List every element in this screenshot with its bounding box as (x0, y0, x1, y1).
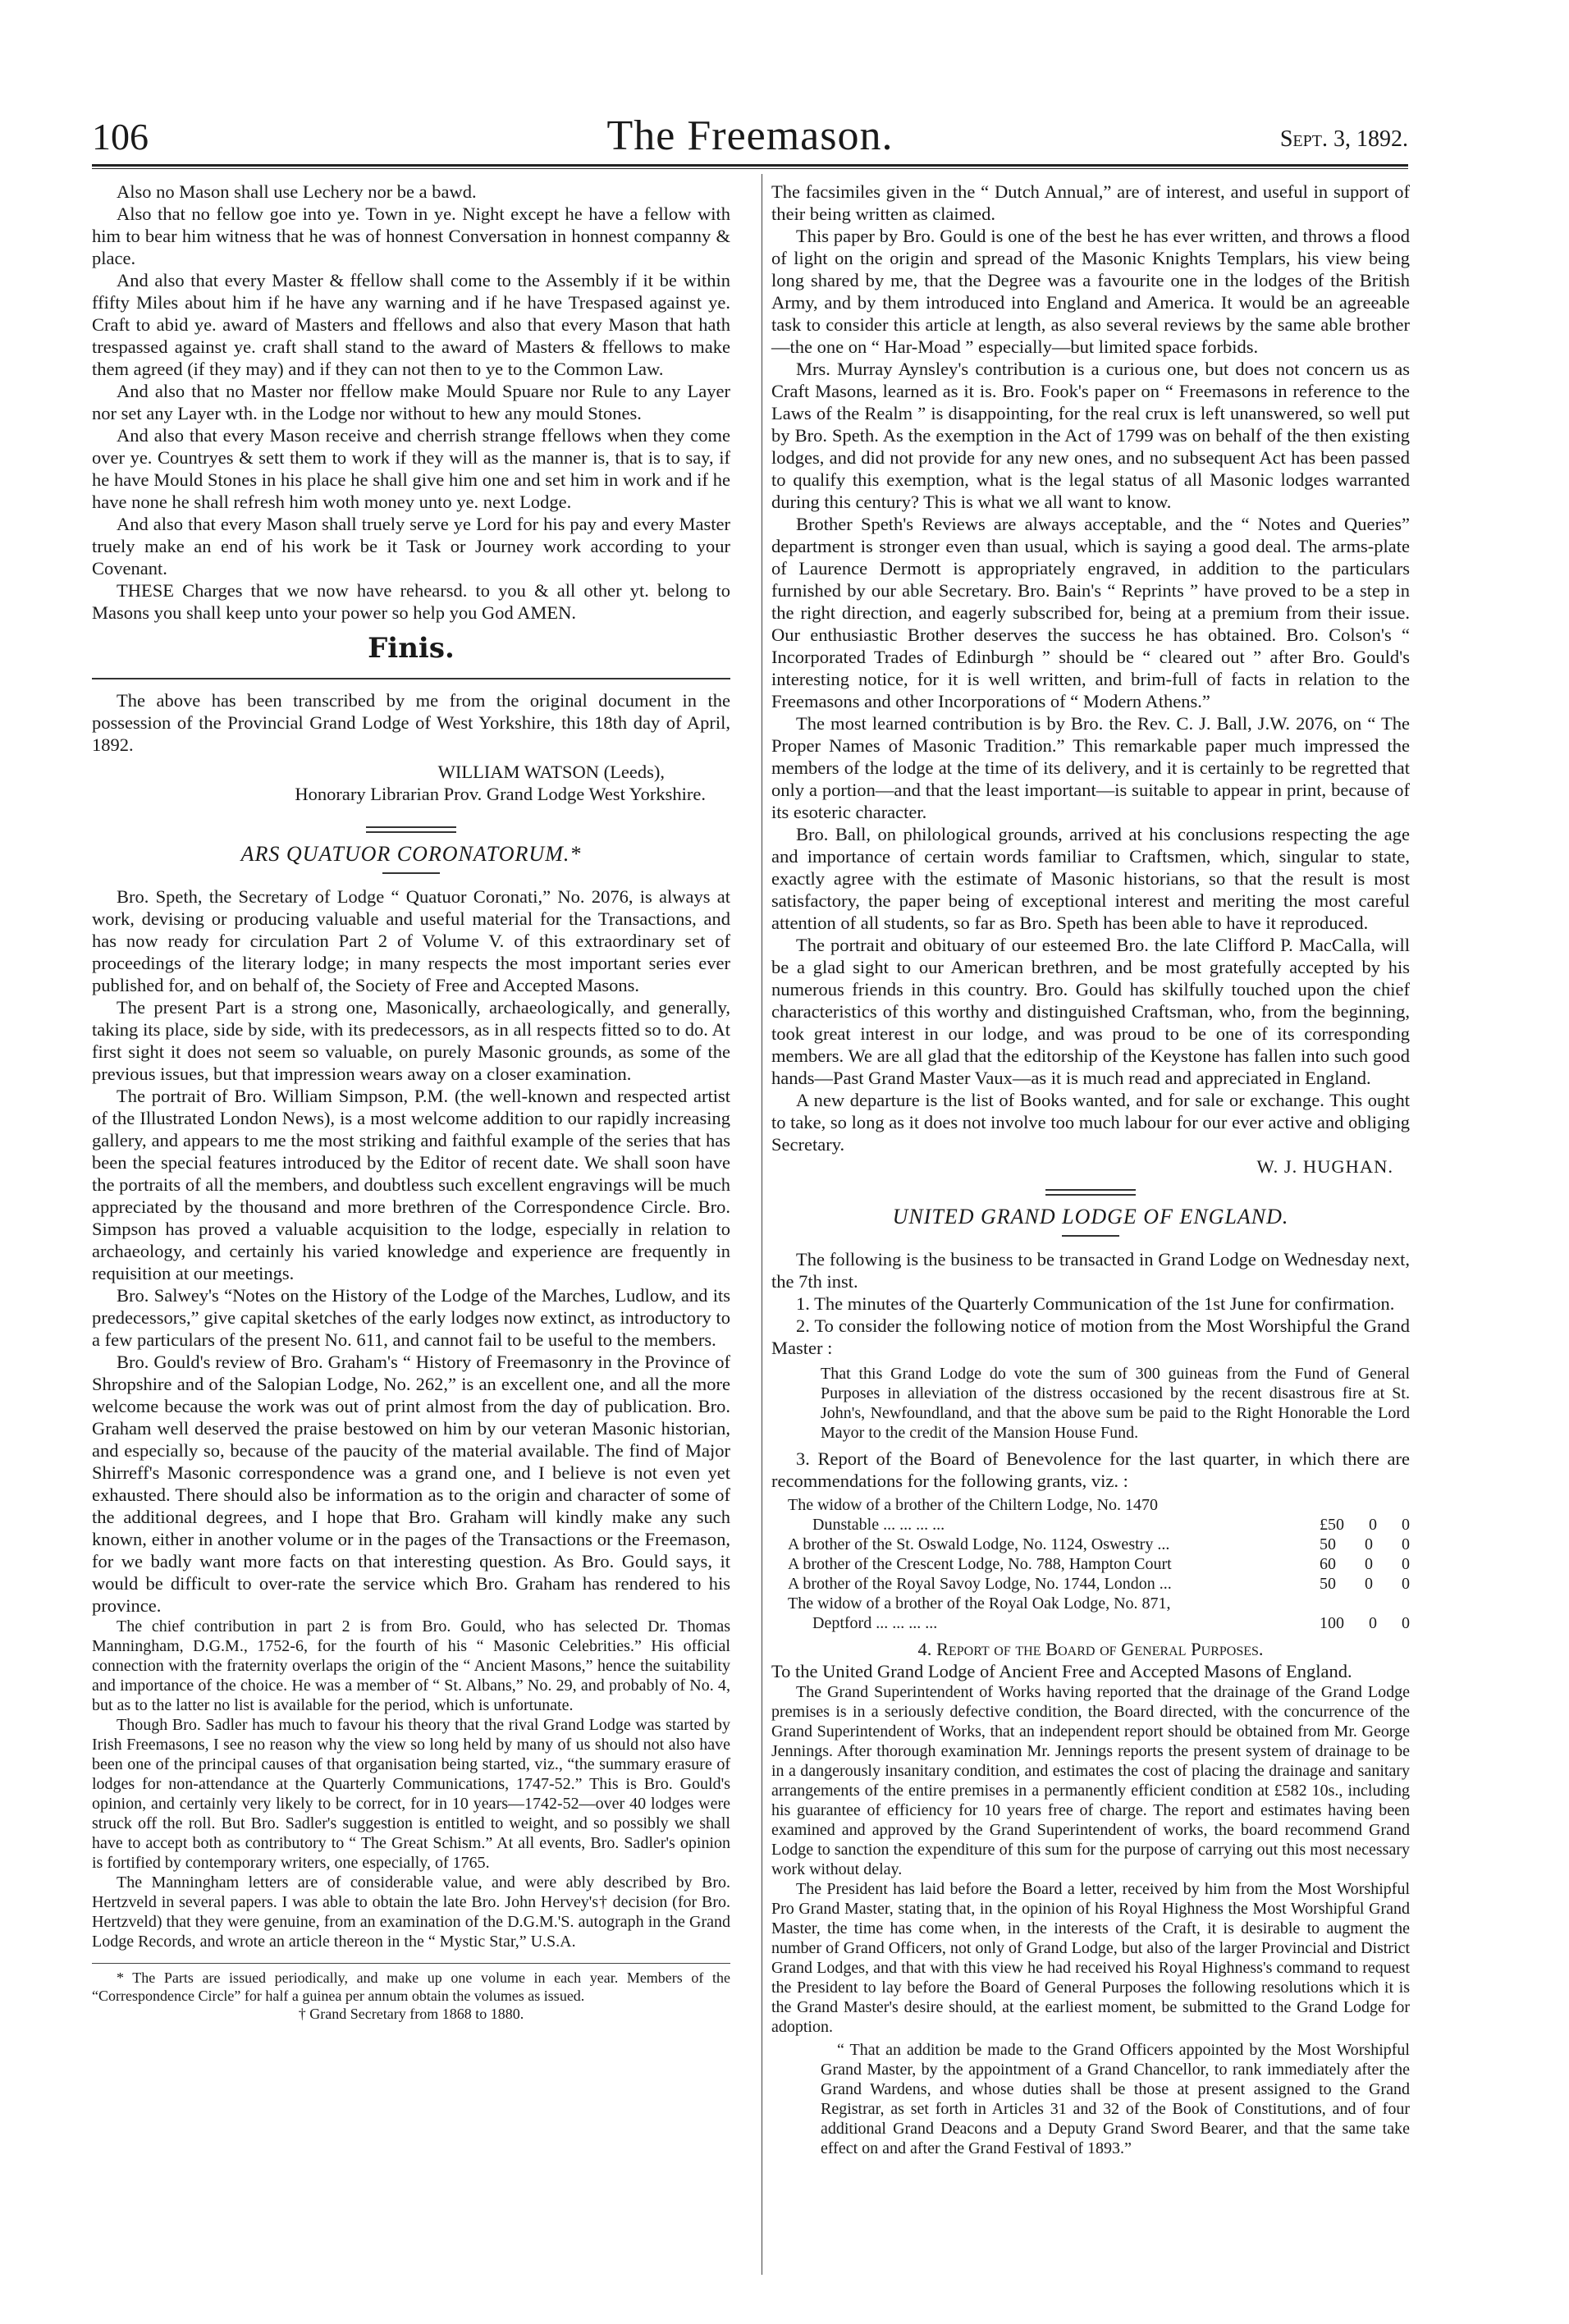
grant-row (788, 1535, 1410, 1554)
grant-amount: 50 0 0 (1320, 1535, 1410, 1553)
right-column (771, 181, 1410, 2158)
article-paragraph: Bro. Speth, the Secretary of Lodge “ Quatuor Coronati,” No. 2076, is always at work, devising or producing valuable and useful material for the Transactions, and has now ready for circulation Part 2 of Volume V. of this extraordinary set of proceedings of the literary lodge; in many respects the most important series ever published for, and on behalf of, the Society of Free and Accepted Masons. (92, 886, 730, 995)
section-divider (92, 678, 730, 679)
header-rule (92, 164, 1408, 167)
article-paragraph: A new departure is the list of Books wanted, and for sale or exchange. This ought to take, so long as it does not involve too much labour for our ever active and obliging Secretary. (771, 1090, 1410, 1155)
grant-amount: 60 0 0 (1320, 1555, 1410, 1573)
article-paragraph: The present Part is a strong one, Masonically, archaeologically, and generally, taking its place, side by side, with its predecessors, as in all respects fitted so to do. At first sight it does not seem so valuable, on purely Masonic grounds, as some of the previous issues, but that impression wears away on a closer examination. (92, 997, 730, 1084)
business-item: 1. The minutes of the Quarterly Communication of the 1st June for confirmation. (796, 1293, 1395, 1314)
article-paragraph: The portrait and obituary of our esteemed Bro. the late Clifford P. MacCalla, will be a glad sight to our American brethren, and be most gratefully accepted by his numerous friends in this country. Bro. Gould has skilfully touched upon the chief characteristics of this worthy and distinguished Craftsman, who, from the beginning, took great interest in our lodge, and was proud to be one of its corresponding members. We are all glad that the editorship of the Keystone has fallen into such good hands—Past Grand Master Vaux—as it is much read and appreciated in England. (771, 935, 1410, 1088)
masthead-title: The Freemason. (606, 112, 894, 159)
article-paragraph: The facsimiles given in the “ Dutch Annual,” are of interest, and useful in support of their being written as claimed. (771, 181, 1410, 224)
short-rule (1062, 1235, 1119, 1237)
report-address: To the United Grand Lodge of Ancient Free and Accepted Masons of England. (771, 1661, 1352, 1681)
article-paragraph: Mrs. Murray Aynsley's contribution is a curious one, but does not concern us as Craft Masons, learned as it is. Bro. Fook's paper on “ Freemasons in reference to the Laws of the Realm ” is disappointing, for the real crux is left unanswered, so well put by Bro. Speth. As the exemption in the Act of 1799 was on behalf of the then existing lodges, and did not provide for any new ones, and no subsequent Act has been passed to qualify this exemption, what is the legal status of all Masonic lodges warranted during this century? This is what we all want to know. (771, 359, 1410, 512)
page-number: 106 (92, 116, 149, 158)
grant-amount: £50 0 0 (1320, 1516, 1410, 1534)
grant-row (788, 1594, 1410, 1633)
business-item: 4. Report of the Board of General Purposes. (917, 1639, 1264, 1659)
resolution-quote: “ That an addition be made to the Grand Officers appointed by the Most Worshipful Grand Master, by the appointment of a Grand Chancellor, to rank immediately after the Grand Wardens, and whose duties shall be those at present assigned to the Grand Registrar, as set forth in Articles 31 and 32 of the Book of Constitutions, and of four additional Grand Deacons and a Deputy Grand Sword Bearer, and that the same take effect on and after the Grand Festival of 1893.” (821, 2041, 1410, 2157)
footnote-rule (92, 1963, 730, 1964)
grant-recipient: A brother of the St. Oswald Lodge, No. 1124, Oswestry ... (788, 1535, 1170, 1553)
grants-list (788, 1495, 1410, 1633)
author-signature: W. J. HUGHAN. (1256, 1156, 1393, 1177)
grant-recipient: A brother of the Royal Savoy Lodge, No. 1744, London ... (788, 1575, 1172, 1593)
charge-paragraph: THESE Charges that we now have rehearsd. to you & all other yt. belong to Masons you shall keep unto your power so help you God AMEN. (92, 580, 730, 623)
finis-heading: Finis. (368, 632, 455, 665)
business-item: 3. Report of the Board of Benevolence for the last quarter, in which there are recommendations for the following grants, viz. : (771, 1448, 1410, 1491)
left-column (92, 181, 730, 2023)
header-rule-thin (92, 168, 1408, 169)
double-rule (1045, 1189, 1136, 1196)
charge-paragraph: And also that no Master nor ffellow make Mould Spuare nor Rule to any Layer nor set any Layer wth. in the Lodge nor without to hew any mould Stones. (92, 381, 730, 423)
short-rule (382, 872, 440, 874)
grant-recipient: The widow of a brother of the Chiltern Lodge, No. 1470 Dunstable ... ... ... ... (788, 1496, 1159, 1534)
grant-amount: 50 0 0 (1320, 1575, 1410, 1593)
grant-recipient: A brother of the Crescent Lodge, No. 788, Hampton Court (788, 1555, 1172, 1573)
article-paragraph: Brother Speth's Reviews are always acceptable, and the “ Notes and Queries” department is stronger even than usual, which is saying a good deal. The arms-plate of Laurence Dermott is appropriately engraved, in addition to the particulars furnished by our able Secretary. Bro. Bain's “ Reprints ” have proved to be a step in the right direction, and eagerly subscribed for, being at a premium from their issue. Our enthusiastic Brother deserves the success he has obtained. Bro. Colson's “ Incorporated Trades of Edinburgh ” should be “ cleared out ” after Bro. Gould's interesting notice, for it is well written, and brim-full of facts in relation to the Freemasons and other Incorporations of “ Modern Athens.” (771, 514, 1410, 711)
article-paragraph: Though Bro. Sadler has much to favour his theory that the rival Grand Lodge was started by Irish Freemasons, I see no reason why the view so long held by many of us should not also have been one of the principal causes of that organisation being started, viz., “the summary erasure of lodges for non-attendance at the Quarterly Communications, 1747-52.” This is Bro. Gould's opinion, and certainly very likely to be correct, for in 10 years—1742-52—over 40 lodges were struck off the roll. But Bro. Sadler's suggestion is entitled to weight, and so possibly we shall have to accept both as contributory to “ The Great Schism.” At all events, Bro. Sadler's opinion is fortified by contemporary writers, one especially, of 1765. (92, 1716, 730, 1872)
grant-recipient: The widow of a brother of the Royal Oak Lodge, No. 871, Deptford ... ... ... ... (788, 1594, 1171, 1632)
article-paragraph: The most learned contribution is by Bro. the Rev. C. J. Ball, J.W. 2076, on “ The Proper Names of Masonic Tradition.” This remarkable paper much impressed the members of the lodge at the time of its delivery, and it is certainly to be regretted that only a portion—and that the least important—is suitable to appear in print, because of its esoteric character. (771, 713, 1410, 822)
signature-title: Honorary Librarian Prov. Grand Lodge West Yorkshire. (295, 784, 706, 804)
charge-paragraph: And also that every Master & ffellow shall come to the Assembly if it be within ffifty Miles about him if he have any warning and if he have Trespased against ye. Craft to abid ye. award of Masters and ffellows and also that every Mason that hath trespassed against ye. craft shall stand to the award of Masters & ffellows to make them agreed (if they may) and if they can not then to ye to the Common Law. (92, 270, 730, 379)
article-paragraph: The Manningham letters are of considerable value, and were ably described by Bro. Hertzveld in several papers. I was able to obtain the late Bro. John Hervey's† decision (for Bro. Hertzveld) that they were genuine, from an examination of the D.G.M.'S. autograph in the Grand Lodge Records, and wrote an article thereon in the “ Mystic Star,” U.S.A. (92, 1873, 730, 1951)
issue-date: Sept. 3, 1892. (1279, 126, 1408, 152)
section-heading-uglhe: UNITED GRAND LODGE OF ENGLAND. (892, 1205, 1289, 1228)
business-intro: The following is the business to be transacted in Grand Lodge on Wednesday next, the 7th inst. (771, 1249, 1410, 1292)
article-paragraph: The chief contribution in part 2 is from Bro. Gould, who has selected Dr. Thomas Manningham, D.G.M., 1752-6, for the fourth of his “ Masonic Celebrities.” His official connection with the fraternity overlaps the origin of the “ Ancient Masons,” hence the suitability and importance of the choice. He was a member of “ St. Albans,” No. 29, and probably of No. 4, but as to the latter no list is available for the period, which is unfortunate. (92, 1617, 730, 1714)
report-paragraph: The President has laid before the Board a letter, received by him from the Most Worshipful Pro Grand Master, stating that, in the opinion of his Royal Highness the Most Worshipful Grand Master, the time has come when, in the interests of the Craft, it is desirable to augment the number of Grand Officers, not only of Grand Lodge, but also of the larger Provincial and District Grand Lodges, and that with this view he had received his Royal Highness's command to request the President to lay before the Board of General Purposes the following resolutions which it is the Grand Master's desire should, at the earliest moment, be submitted to the Grand Lodge for adoption. (771, 1880, 1410, 2036)
footnote: † Grand Secretary from 1868 to 1880. (298, 2006, 524, 2022)
grant-row (788, 1495, 1410, 1535)
grant-row (788, 1574, 1410, 1594)
article-paragraph: Bro. Ball, on philological grounds, arrived at his conclusions respecting the age and importance of certain words familiar to Craftsmen, which, singular to state, exactly agree with the estimate of Masonic historians, so that the result is most satisfactory, the paper being of exceptional interest and meriting the most careful attention of all students, so far as Bro. Speth has been able to have it reproduced. (771, 824, 1410, 933)
signature-name: WILLIAM WATSON (Leeds), (437, 762, 665, 782)
article-paragraph: Bro. Salwey's “Notes on the History of the Lodge of the Marches, Ludlow, and its predecessors,” give capital sketches of the early lodges now extinct, as introductory to a few particulars of the present No. 611, and cannot fail to be useful to the members. (92, 1285, 730, 1350)
page-header (92, 112, 1408, 161)
article-paragraph: Bro. Gould's review of Bro. Graham's “ History of Freemasonry in the Province of Shropshire and of the Salopian Lodge, No. 262,” is an excellent one, and all the more welcome because the work was out of print almost from the day of publication. Bro. Graham well deserved the praise bestowed on him by our veteran Masonic historian, and especially so, because of the paucity of the material available. The find of Major Shirreff's Masonic correspondence was a grand one, and I believe is not even yet exhausted. There should also be information as to the origin and character of some of the additional degrees, and I hope that Bro. Graham will kindly make any such known, either in another volume or in the pages of the Transactions or the Freemason, for we badly want more facts on that interesting question. As Bro. Gould says, it would be difficult to over-rate the service which Bro. Graham has rendered to his province. (92, 1352, 730, 1616)
grant-row (788, 1554, 1410, 1574)
footnote: * The Parts are issued periodically, and make up one volume in each year. Members of the “Correspondence Circle” for half a guinea per annum obtain the volumes as issued. (92, 1969, 730, 2004)
business-item: 2. To consider the following notice of motion from the Most Worshipful the Grand Master : (771, 1315, 1410, 1358)
report-paragraph: The Grand Superintendent of Works having reported that the drainage of the Grand Lodge premises is in a seriously defective condition, the Board directed, with the concurrence of the Grand Superintendent of Works, that an independent report should be obtained from Mr. George Jennings. After thorough examination Mr. Jennings reports the present system of drainage to be in a dangerously insanitary condition, and estimates the cost of placing the drainage and sanitary arrangements of the entire premises in a permanently efficient condition at £582 10s., including his guarantee of efficiency for 10 years free of charge. The report and estimates having been examined and approved by the Grand Superintendent of works, the board recommend Grand Lodge to sanction the expenditure of this sum for the purpose of carrying out this most necessary work without delay. (771, 1683, 1410, 1878)
article-paragraph: This paper by Bro. Gould is one of the best he has ever written, and throws a flood of light on the origin and spread of the Masonic Knights Templars, his view being long shared by me, that the Degree was a favourite one in the lodges of the British Army, and by them introduced into England and America. It would be an agreeable task to consider this article at length, as also several reviews by the same able brother—the one on “ Har-Moad ” especially—but limited space forbids. (771, 226, 1410, 357)
transcription-note: The above has been transcribed by me from the original document in the possession of the Provincial Grand Lodge of West Yorkshire, this 18th day of April, 1892. (92, 690, 730, 755)
grant-amount: 100 0 0 (1320, 1614, 1410, 1632)
charge-paragraph: And also that every Mason receive and cherrish strange ffellows when they come over ye. Countryes & sett them to work if they will as the manner is, that is to say, if he have Mould Stones in his place he shall give him one and set him in work and if he have none he shall refresh him woth money unto ye. next Lodge. (92, 425, 730, 512)
charge-paragraph: Also that no fellow goe into ye. Town in ye. Night except he have a fellow with him to bear him witness that he was of honnest Conversation in honnest companny & place. (92, 204, 730, 268)
double-rule (366, 826, 456, 833)
article-paragraph: The portrait of Bro. William Simpson, P.M. (the well-known and respected artist of the Illustrated London News), is a most welcome addition to our rapidly increasing gallery, and appears to me the most striking and faithful example of the series that has been the special features introduced by the Editor of recent date. We shall soon have the portraits of all the members, and doubtless such excellent engravings will be much appreciated by the thousand and more brethren of the Correspondence Circle. Bro. Simpson has proved a valuable acquisition to the lodge, especially in relation to archaeology, and certainly his varied knowledge and experience are frequently in requisition at our meetings. (92, 1086, 730, 1283)
charge-paragraph: Also no Mason shall use Lechery nor be a bawd. (117, 181, 477, 202)
section-heading-aqc: ARS QUATUOR CORONATORUM.* (240, 842, 582, 866)
charge-paragraph: And also that every Mason shall truely serve ye Lord for his pay and every Master truely make an end of his work be it Task or Journey work according to your Covenant. (92, 514, 730, 579)
motion-text: That this Grand Lodge do vote the sum of 300 guineas from the Fund of General Purposes in alleviation of the distress occasioned by the recent disastrous fire at St. John's, Newfoundland, and that the above sum be paid to the Right Honorable the Lord Mayor to the credit of the Mansion House Fund. (821, 1365, 1410, 1442)
